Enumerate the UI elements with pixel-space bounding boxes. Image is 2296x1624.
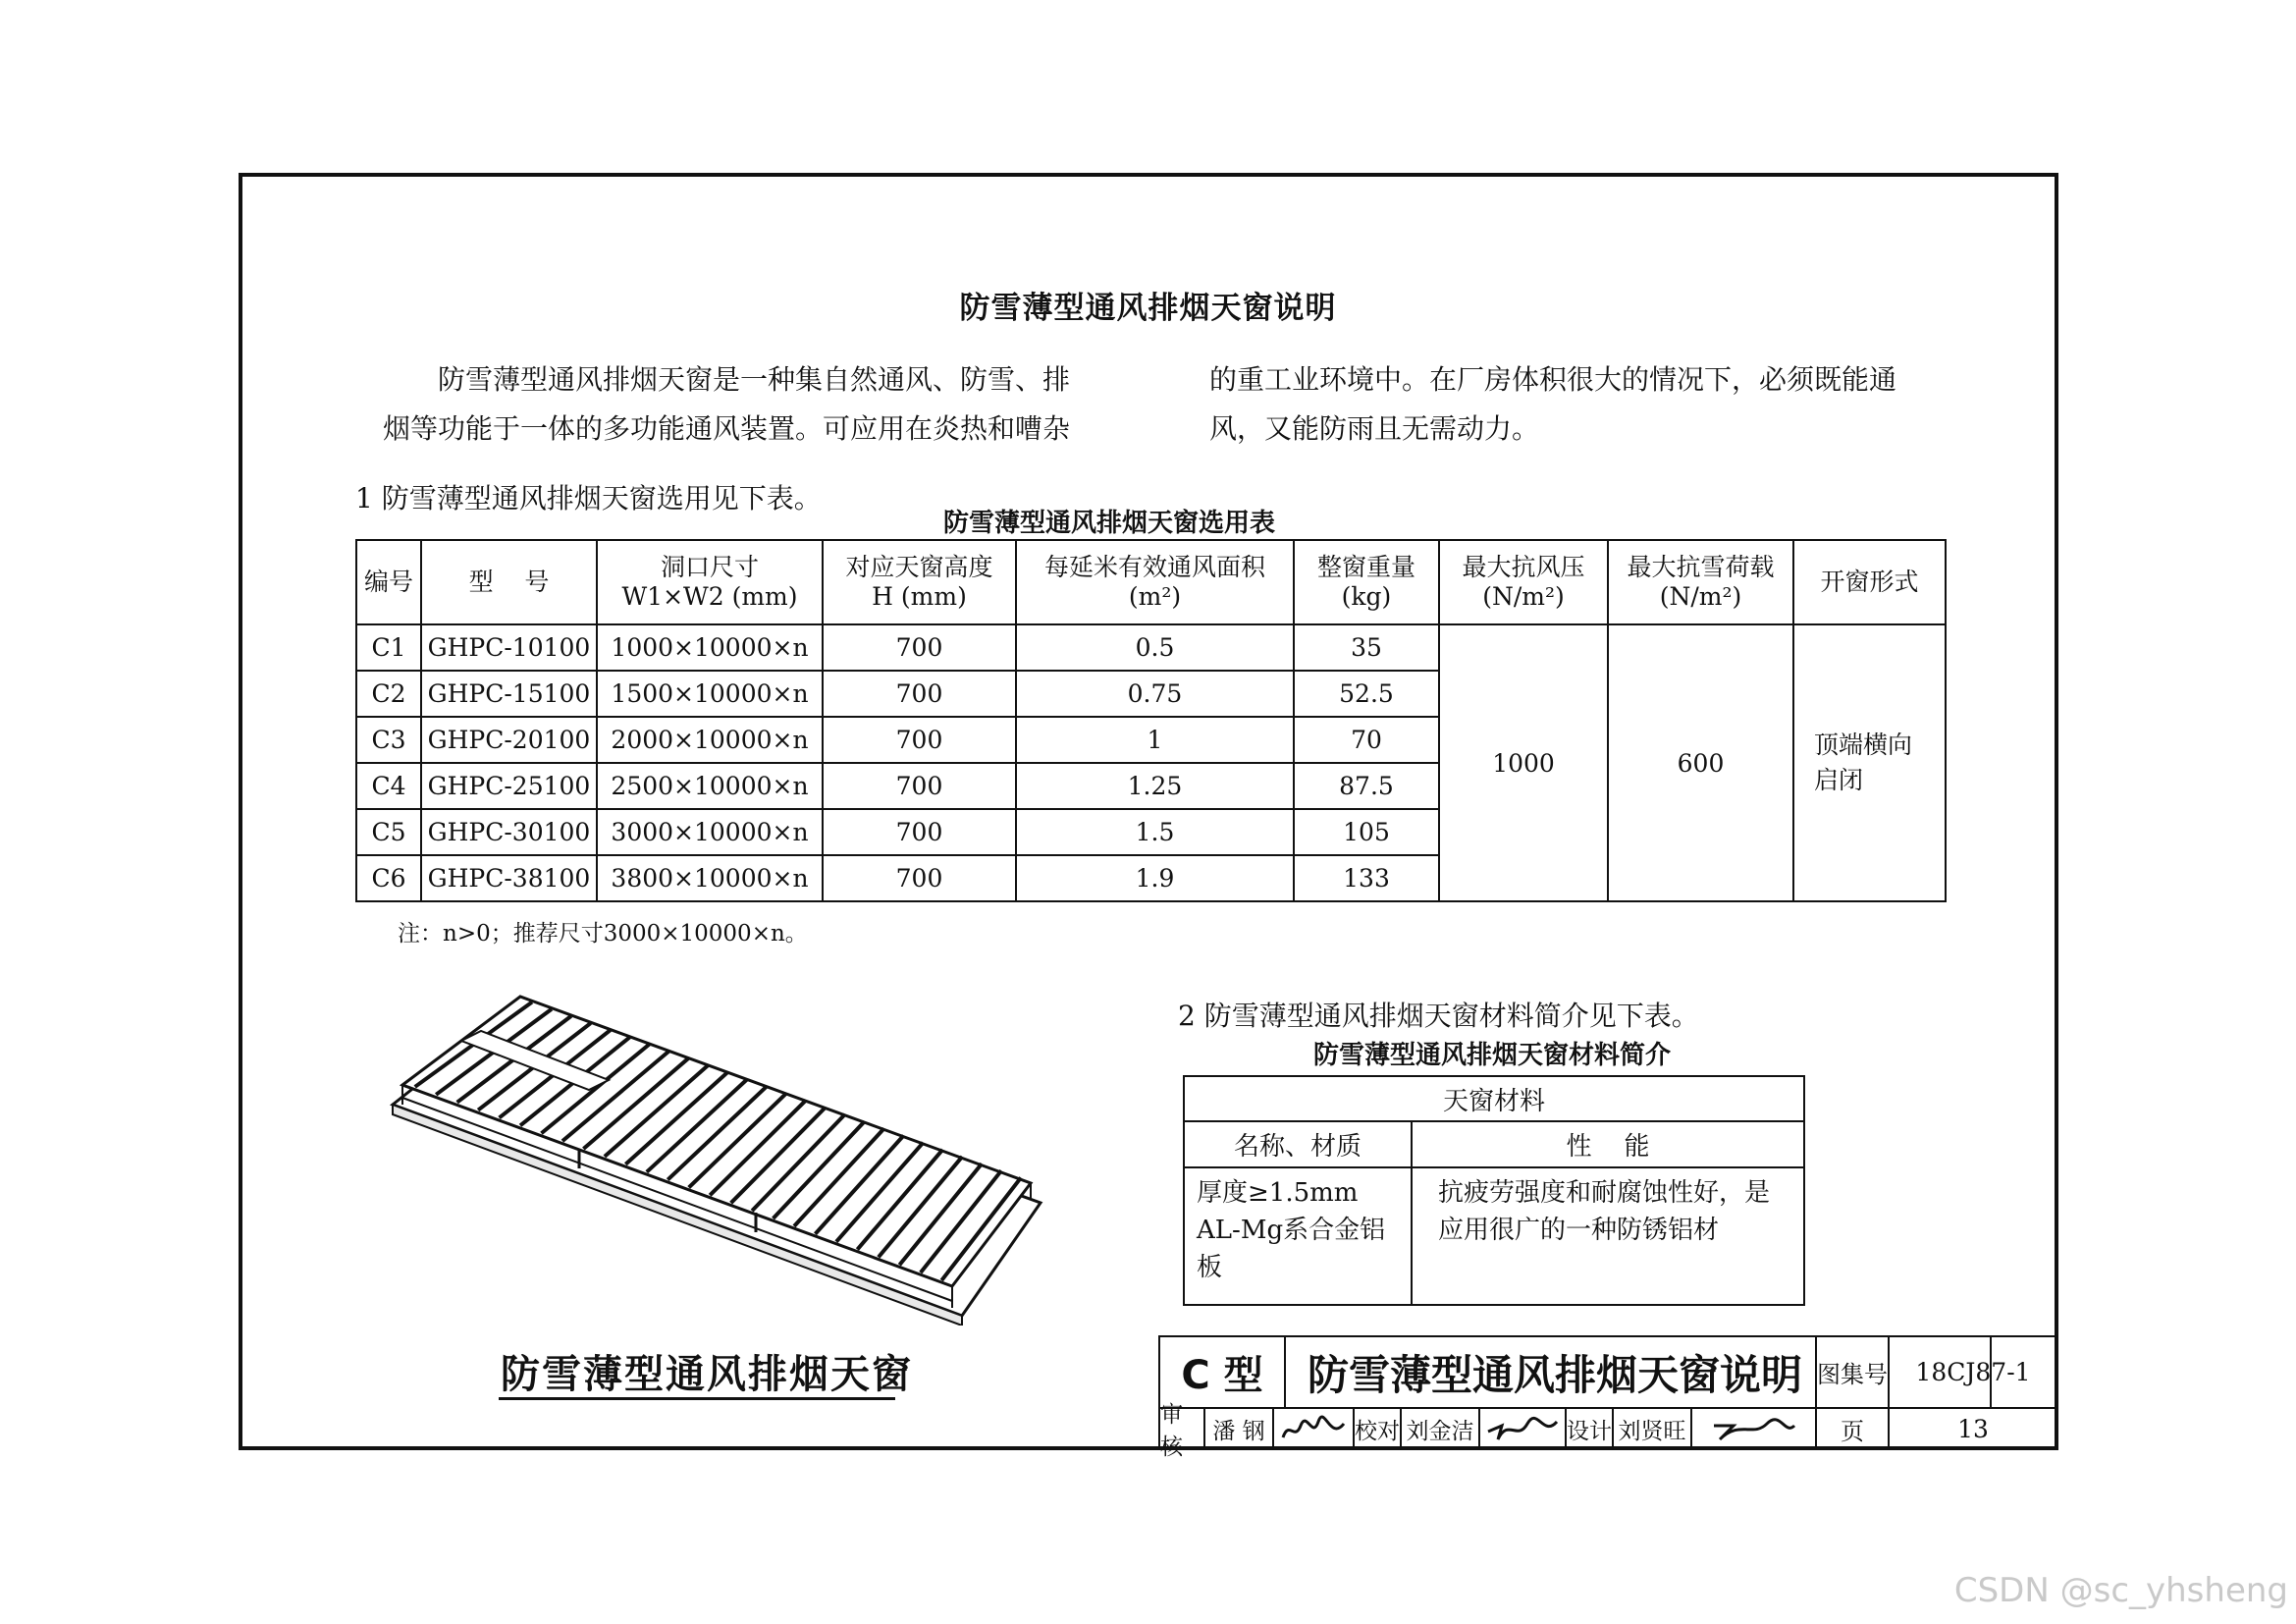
cell-size: 1500×10000×n [597,671,823,717]
cell-area: 1.25 [1016,763,1294,809]
header-size [597,540,823,624]
header-height-1: 对应天窗高度 [845,553,993,581]
cell-no: C2 [356,671,421,717]
tb-atlas-no: 18CJ87-1 [1888,1335,2058,1409]
cell-model: GHPC-10100 [421,624,597,671]
material-perf-2: 应用很广的一种防锈铝材 [1438,1216,1720,1245]
table-1-caption: 防雪薄型通风排烟天窗选用表 [942,509,1275,538]
cell-height: 700 [823,717,1016,763]
header-wind [1439,540,1608,624]
skylight-illustration [383,992,1070,1326]
material-perf-cell [1412,1167,1804,1305]
cell-no: C1 [356,624,421,671]
cell-height: 700 [823,855,1016,901]
cell-area: 0.5 [1016,624,1294,671]
header-wind-1: 最大抗风压 [1462,553,1585,581]
table-2-caption: 防雪薄型通风排烟天窗材料简介 [1312,1041,1671,1070]
intro-left-line-1: 防雪薄型通风排烟天窗是一种集自然通风、防雪、排 [438,363,1071,396]
tb-type: C 型 [1158,1335,1286,1409]
tb-title: 防雪薄型通风排烟天窗说明 [1284,1335,1992,1409]
cell-weight: 35 [1294,624,1439,671]
selection-table [355,539,1947,902]
cell-weight: 87.5 [1294,763,1439,809]
tb-review-signature [1272,1407,1355,1450]
intro-right-line-1: 的重工业环境中。在厂房体积很大的情况下，必须既能通 [1209,363,1897,396]
designer-signature-icon [1710,1412,1798,1445]
header-weight [1294,540,1439,624]
cell-wind: 1000 [1439,624,1608,901]
header-area-2: (m²) [1128,582,1182,611]
intro-left [383,355,1109,454]
material-name-cell [1184,1167,1412,1305]
tb-checker: 刘金洁 [1400,1407,1480,1450]
cell-height: 700 [823,624,1016,671]
tb-designer: 刘贤旺 [1612,1407,1692,1450]
header-size-2: W1×W2 (mm) [621,582,798,611]
cell-snow: 600 [1608,624,1793,901]
checker-signature-icon [1484,1412,1561,1445]
cell-weight: 70 [1294,717,1439,763]
csdn-watermark: CSDN @sc_yhsheng [1953,1571,2288,1610]
cell-area: 0.75 [1016,671,1294,717]
table-note: 注：n>0；推荐尺寸3000×10000×n。 [398,921,808,947]
cell-model: GHPC-30100 [421,809,597,855]
material-header-row [1184,1076,1804,1121]
page-title: 防雪薄型通风排烟天窗说明 [959,291,1337,326]
cell-size: 3000×10000×n [597,809,823,855]
cell-open-2: 启闭 [1814,766,1864,794]
tb-design-label: 设计 [1565,1407,1614,1450]
caption-underline [499,1397,895,1400]
tb-atlas-label: 图集号 [1815,1335,1890,1409]
cell-no: C6 [356,855,421,901]
cell-weight: 52.5 [1294,671,1439,717]
cell-height: 700 [823,809,1016,855]
header-weight-1: 整窗重量 [1316,553,1415,581]
material-row [1184,1167,1804,1305]
intro-right [1209,355,1955,454]
illustration-caption: 防雪薄型通风排烟天窗 [501,1352,913,1397]
header-height [823,540,1016,624]
intro-left-line-2: 烟等功能于一体的多功能通风装置。可应用在炎热和嘈杂 [383,412,1071,445]
cell-no: C4 [356,763,421,809]
header-height-2: H (mm) [872,582,967,611]
header-snow-2: (N/m²) [1659,582,1742,611]
cell-weight: 105 [1294,809,1439,855]
header-area-1: 每延米有效通风面积 [1043,553,1265,581]
cell-height: 700 [823,671,1016,717]
cell-size: 2500×10000×n [597,763,823,809]
title-block [1158,1335,2058,1460]
section-2-heading: 2 防雪薄型通风排烟天窗材料简介见下表。 [1178,1000,1699,1032]
cell-area: 1 [1016,717,1294,763]
table-row [356,624,1946,671]
table-header-row [356,540,1946,624]
tb-page-label: 页 [1815,1407,1890,1450]
header-no: 编号 [356,540,421,624]
material-col-perf: 性 能 [1412,1121,1804,1167]
tb-check-label: 校对 [1353,1407,1402,1450]
material-header: 天窗材料 [1184,1076,1804,1121]
cell-height: 700 [823,763,1016,809]
cell-weight: 133 [1294,855,1439,901]
tb-reviewer: 潘 钢 [1203,1407,1274,1450]
cell-model: GHPC-38100 [421,855,597,901]
cell-model: GHPC-20100 [421,717,597,763]
material-name-1: 厚度≥1.5mm [1197,1178,1359,1208]
cell-model: GHPC-15100 [421,671,597,717]
cell-open [1793,624,1946,901]
intro-right-line-2: 风，又能防雨且无需动力。 [1209,412,1540,445]
cell-area: 1.5 [1016,809,1294,855]
cell-no: C5 [356,809,421,855]
tb-page-no: 13 [1888,1407,2058,1450]
header-area [1016,540,1294,624]
header-model: 型 号 [421,540,597,624]
section-1-heading: 1 防雪薄型通风排烟天窗选用见下表。 [355,482,822,514]
cell-open-1: 顶端横向 [1814,731,1913,759]
tb-review-label: 审核 [1158,1407,1205,1450]
material-col-name: 名称、材质 [1184,1121,1412,1167]
material-col-row [1184,1121,1804,1167]
cell-size: 2000×10000×n [597,717,823,763]
cell-no: C3 [356,717,421,763]
cell-model: GHPC-25100 [421,763,597,809]
material-table [1183,1075,1805,1306]
header-wind-2: (N/m²) [1482,582,1565,611]
tb-design-signature [1690,1407,1817,1450]
reviewer-signature-icon [1279,1412,1348,1445]
header-open: 开窗形式 [1793,540,1946,624]
header-weight-2: (kg) [1341,582,1392,611]
tb-check-signature [1478,1407,1567,1450]
header-snow [1608,540,1793,624]
header-snow-1: 最大抗雪荷载 [1627,553,1775,581]
cell-size: 3800×10000×n [597,855,823,901]
cell-size: 1000×10000×n [597,624,823,671]
cell-area: 1.9 [1016,855,1294,901]
material-perf-1: 抗疲劳强度和耐腐蚀性好，是 [1438,1178,1771,1208]
material-name-2: AL-Mg系合金铝板 [1197,1216,1386,1282]
header-size-1: 洞口尺寸 [660,553,759,581]
